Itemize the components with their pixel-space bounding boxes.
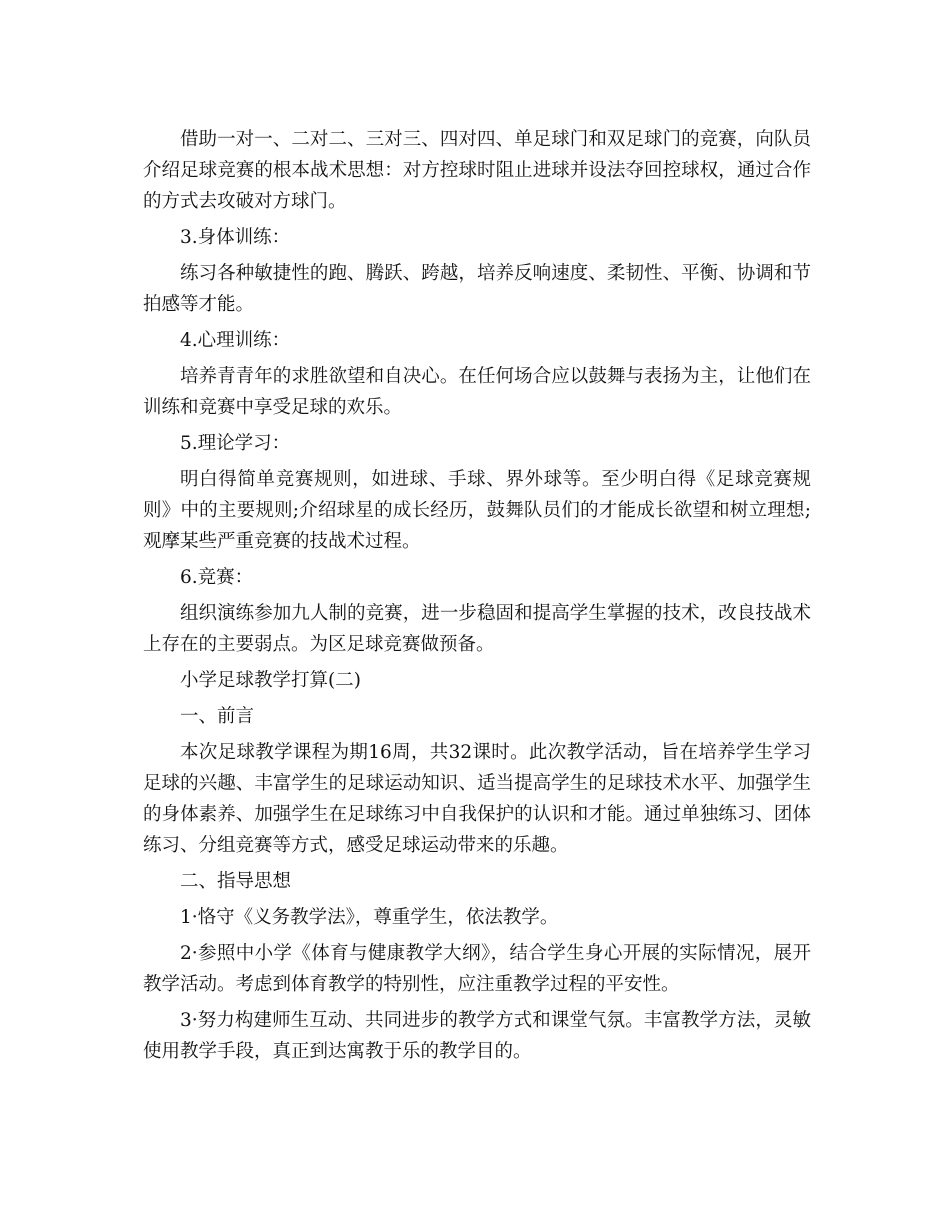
list-item: 3·努力构建师生互动、共同进步的教学方式和课堂气氛。丰富教学方法，灵敏使用教学手段，真正到达寓教于乐的教学目的。 — [143, 1010, 811, 1062]
paragraph: 本次足球教学课程为期16周，共32课时。此次教学活动，旨在培养学生学习足球的兴趣、丰富学生的足球运动知识、适当提高学生的足球技术水平、加强学生的身体素养、加强学生在足球练习中自我保护的认识和才能。通过单独练习、团体练习、分组竞赛等方式，感受足球运动带来的乐趣。 — [143, 742, 811, 856]
list-item: 1·恪守《义务教学法》，尊重学生，依法教学。 — [180, 907, 559, 928]
document-title: 小学足球教学打算(二) — [180, 670, 361, 691]
section-heading: 6.竞赛： — [180, 567, 254, 588]
paragraph: 明白得简单竞赛规则，如进球、手球、界外球等。至少明白得《足球竞赛规则》中的主要规则;介绍球星的成长经历，鼓舞队员们的才能成长欲望和树立理想;观摩某些严重竞赛的技战术过程。 — [143, 469, 811, 552]
section-heading: 二、指导思想 — [180, 871, 292, 892]
list-item: 2·参照中小学《体育与健康教学大纲》，结合学生身心开展的实际情况，展开教学活动。考虑到体育教学的特别性，应注重教学过程的平安性。 — [143, 943, 811, 995]
paragraph: 培养青青年的求胜欲望和自决心。在任何场合应以鼓舞与表扬为主，让他们在训练和竞赛中享受足球的欢乐。 — [143, 366, 811, 418]
section-heading: 3.身体训练： — [180, 227, 291, 248]
paragraph: 借助一对一、二对二、三对三、四对四、单足球门和双足球门的竞赛，向队员介绍足球竞赛的根本战术思想：对方控球时阻止进球并设法夺回控球权，通过合作的方式去攻破对方球门。 — [143, 129, 811, 212]
paragraph: 练习各种敏捷性的跑、腾跃、跨越，培养反响速度、柔韧性、平衡、协调和节拍感等才能。 — [143, 263, 811, 315]
section-heading: 一、前言 — [180, 706, 255, 727]
paragraph: 组织演练参加九人制的竞赛，进一步稳固和提高学生掌握的技术，改良技战术上存在的主要弱点。为区足球竞赛做预备。 — [143, 603, 811, 655]
section-heading: 4.心理训练： — [180, 330, 291, 351]
document-body — [143, 124, 811, 1072]
section-heading: 5.理论学习： — [180, 433, 291, 454]
